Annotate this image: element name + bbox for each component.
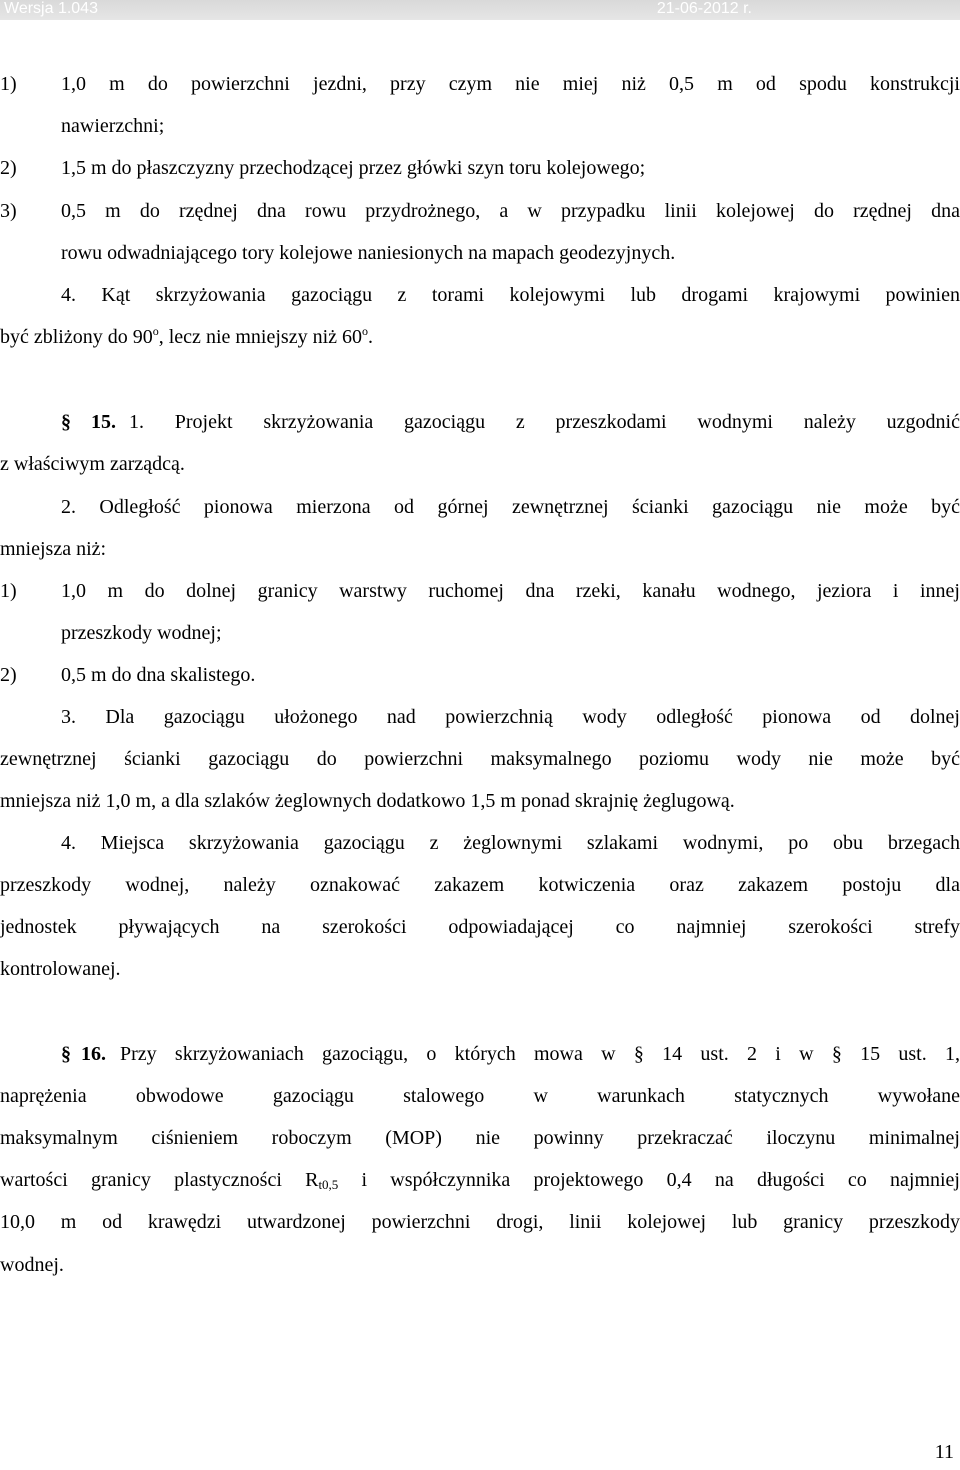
s15-ust1-line2: z właściwym zarządcą. (0, 453, 185, 475)
s16-line5: 10,0 m od krawędzi utwardzonej powierzchni drogi, linii kolejowej lub granicy przeszkody (0, 1211, 960, 1233)
s14-ust4-line2: być zbliżony do 90$^o$, lecz nie mniejszy niż 60$^o$. (0, 324, 374, 348)
s15-ust1-line1: § 15. 1. Projekt skrzyżowania gazociągu z przeszkodami wodnymi należy uzgodnić (61, 411, 960, 433)
s15-ust3-line3: mniejsza niż 1,0 m, a dla szlaków żeglownych dodatkowo 1,5 m ponad skrajnię żeglugową. (0, 790, 735, 812)
s15-ust4-line3: jednostek pływających na szerokości odpowiadającej co najmniej szerokości strefy (0, 916, 960, 938)
degree-mark: o (152, 324, 159, 338)
section-number: 16. (81, 1043, 106, 1065)
s16-line2: naprężenia obwodowe gazociągu stalowego w warunkach statycznych wywołane (0, 1085, 960, 1107)
s15-ust4-line2: przeszkody wodnej, należy oznakować zakazem kotwiczenia oraz zakazem postoju dla (0, 874, 960, 896)
s16-line4: wartości granicy plastyczności $R_{t0,5}$ i współczynnika projektowego 0,4 na długości co najmniej (0, 1169, 960, 1192)
s16-line3: maksymalnym ciśnieniem roboczym (MOP) nie powinny przekraczać iloczynu minimalnej (0, 1127, 960, 1149)
s15-ust2-line1: 2. Odległość pionowa mierzona od górnej zewnętrznej ścianki gazociągu nie może być (61, 496, 960, 518)
s15-ust3-line1: 3. Dla gazociągu ułożonego nad powierzchnią wody odległość pionowa od dolnej (61, 706, 960, 728)
s15-ust2-line2: mniejsza niż: (0, 538, 107, 560)
version-label: Wersja 1.043 (4, 0, 98, 17)
list-number: 2) (0, 664, 17, 686)
s14-item3-line2: rowu odwadniającego tory kolejowe naniesionych na mapach geodezyjnych. (61, 242, 676, 264)
page-number: 11 (934, 1441, 954, 1463)
s14-item1-line1: 1) 1,0 m do powierzchni jezdni, przy czym nie miej niż 0,5 m od spodu konstrukcji (0, 73, 960, 95)
section-symbol: § (61, 1043, 71, 1065)
s14-item2: 2) 1,5 m do płaszczyzny przechodzącej przez główki szyn toru kolejowego; (0, 157, 646, 179)
page-header (0, 0, 960, 20)
s15-item2: 2) 0,5 m do dna skalistego. (0, 664, 256, 686)
list-number: 2) (0, 157, 17, 179)
list-number: 3) (0, 200, 17, 222)
list-number: 1) (0, 580, 17, 602)
s16-line6: wodnej. (0, 1254, 64, 1276)
date-label: 21-06-2012 r. (656, 0, 752, 17)
s15-ust4-line1: 4. Miejsca skrzyżowania gazociągu z żeglownymi szlakami wodnymi, po obu brzegach (61, 832, 960, 854)
s16-line1: § 16. Przy skrzyżowaniach gazociągu, o których mowa w § 14 ust. 2 i w § 15 ust. 1, (61, 1043, 960, 1065)
s14-item1-line2: nawierzchni; (61, 115, 165, 137)
s15-ust3-line2: zewnętrznej ścianki gazociągu do powierzchni maksymalnego poziomu wody nie może być (0, 748, 960, 770)
list-number: 1) (0, 73, 17, 95)
subscript: t0,5 (318, 1177, 339, 1192)
section-symbol: § (61, 411, 71, 433)
s14-ust4-line1: 4. Kąt skrzyżowania gazociągu z torami kolejowymi lub drogami krajowymi powinien (61, 284, 960, 306)
degree-mark: o (362, 324, 369, 338)
section-number: 15. (91, 411, 116, 433)
s15-item1-line1: 1) 1,0 m do dolnej granicy warstwy ruchomej dna rzeki, kanału wodnego, jeziora i innej (0, 580, 960, 602)
s14-item3-line1: 3) 0,5 m do rzędnej dna rowu przydrożnego, a w przypadku linii kolejowej do rzędnej dna (0, 200, 960, 222)
s15-item1-line2: przeszkody wodnej; (61, 622, 222, 644)
s15-ust4-line4: kontrolowanej. (0, 958, 121, 980)
